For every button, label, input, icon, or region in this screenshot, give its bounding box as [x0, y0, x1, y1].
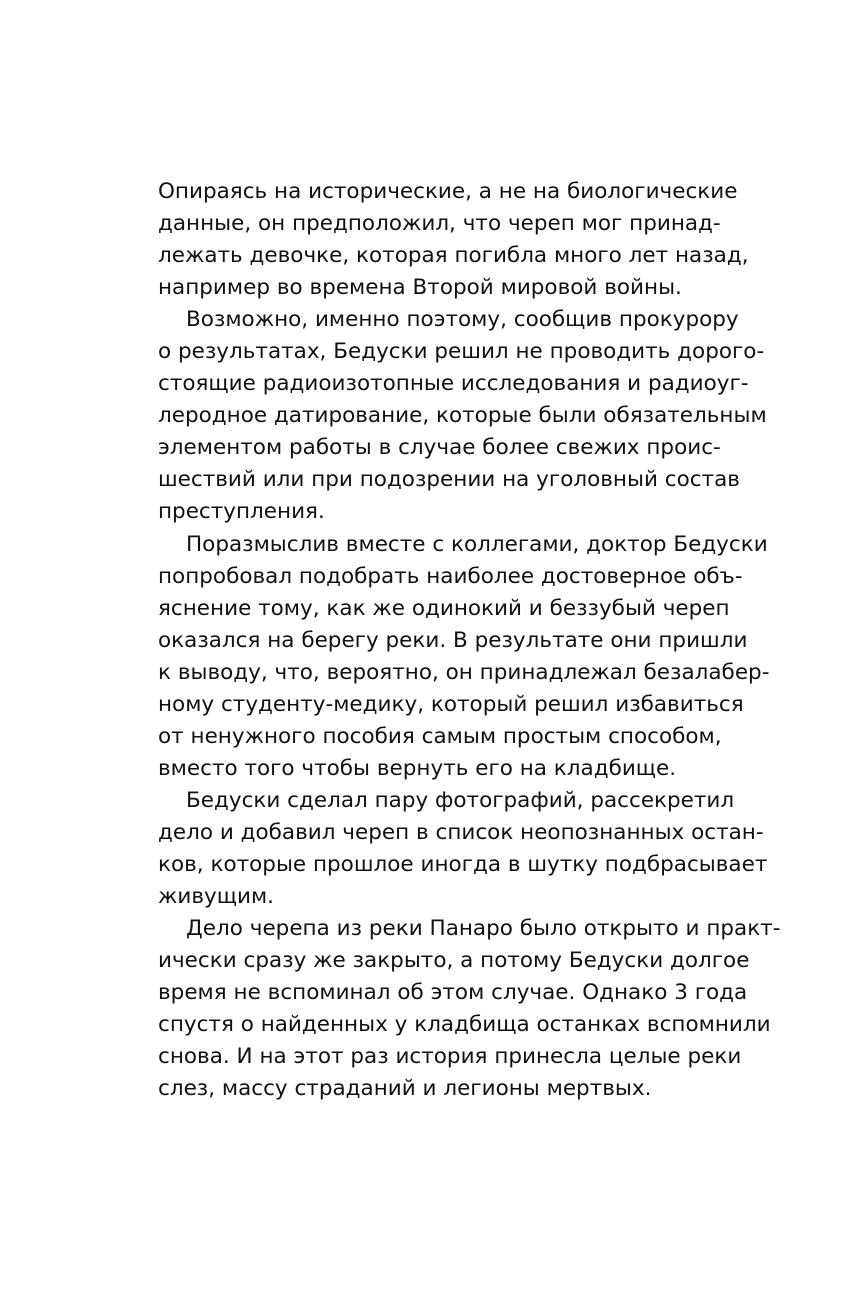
text-line: слез, массу страданий и легионы мертвых.: [158, 1076, 652, 1102]
text-line: Поразмыслив вместе с коллегами, доктор Бедуски: [186, 531, 768, 557]
text-line: о результатах, Бедуски решил не проводить дорого-: [158, 339, 765, 365]
paragraph: [158, 913, 781, 1105]
text-line: яснение тому, как же одинокий и беззубый череп: [158, 595, 730, 621]
paragraph: [158, 304, 767, 528]
paragraph: [158, 785, 768, 913]
text-line: снова. И на этот раз история принесла целые реки: [158, 1044, 742, 1070]
text-line: живущим.: [158, 884, 275, 910]
text-line: леродное датирование, которые были обязательным: [158, 403, 767, 429]
text-line: спустя о найденных у кладбища останках вспомнили: [158, 1012, 771, 1038]
text-line: от ненужного пособия самым простым способом,: [158, 723, 722, 749]
paragraph: [158, 176, 749, 304]
text-line: например во времена Второй мировой войны.: [158, 275, 682, 301]
text-line: преступления.: [158, 499, 325, 525]
text-line: Опираясь на исторические, а не на биологические: [158, 179, 738, 204]
text-line: оказался на берегу реки. В результате они пришли: [158, 627, 748, 653]
text-line: время не вспоминал об этом случае. Однако 3 года: [158, 980, 748, 1006]
text-line: стоящие радиоизотопные исследования и радиоуг-: [158, 371, 749, 397]
text-line: дело и добавил череп в список неопознанных остан-: [158, 819, 764, 845]
paragraph: [158, 529, 770, 785]
text-line: Возможно, именно поэтому, сообщив прокурору: [186, 307, 739, 333]
text-line: Бедуски сделал пару фотографий, рассекретил: [186, 787, 735, 813]
text-line: шествий или при подозрении на уголовный состав: [158, 467, 740, 493]
text-line: ков, которые прошлое иногда в шутку подбрасывает: [158, 851, 768, 877]
text-line: к выводу, что, вероятно, он принадлежал безалабер-: [158, 659, 770, 685]
page-body-text: [158, 176, 781, 1105]
text-line: ному студенту-медику, который решил избавиться: [158, 691, 744, 717]
text-line: лежать девочке, которая погибла много лет назад,: [158, 243, 749, 269]
text-line: попробовал подобрать наиболее достоверное объ-: [158, 563, 743, 589]
text-line: вместо того чтобы вернуть его на кладбище.: [158, 755, 677, 781]
text-line: Дело черепа из реки Панаро было открыто и практ-: [186, 916, 781, 942]
text-line: данные, он предположил, что череп мог принад-: [158, 211, 721, 237]
text-line: ически сразу же закрыто, а потому Бедуски долгое: [158, 948, 750, 974]
text-line: элементом работы в случае более свежих проис-: [158, 435, 721, 461]
